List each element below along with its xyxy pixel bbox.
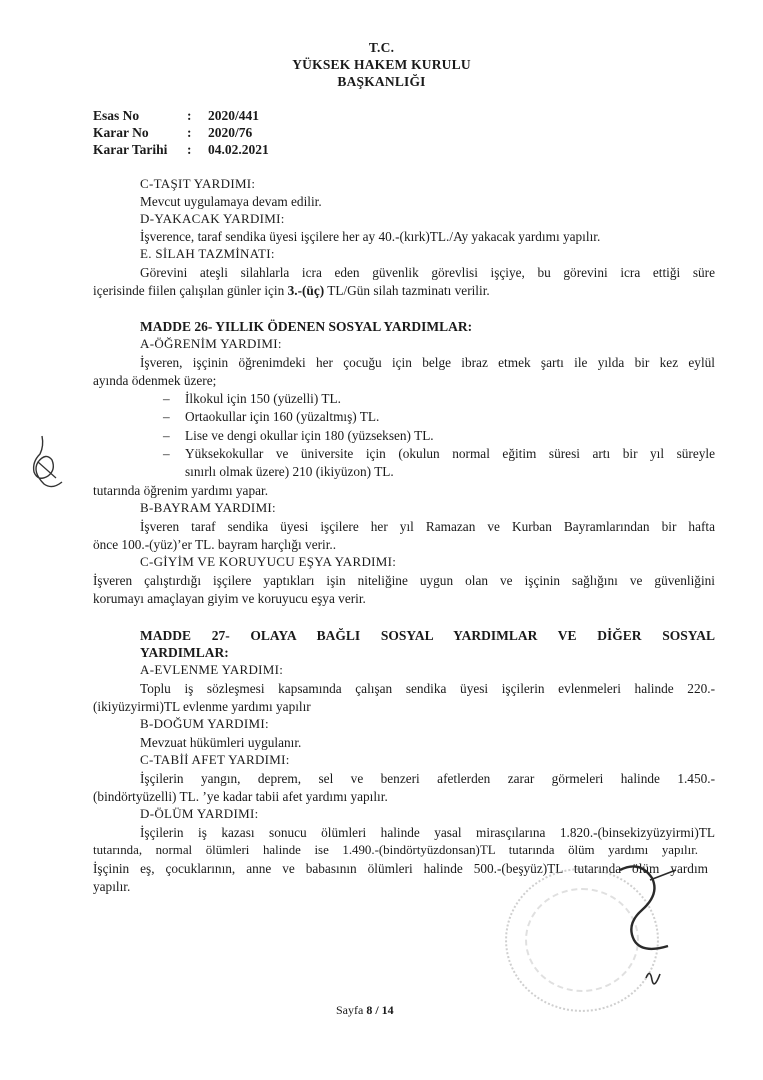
evlenme-line1: Toplu iş sözleşmesi kapsamında çalışan sendika üyesi işçilerin evlenmeleri halinde 220.- xyxy=(140,681,715,696)
section-tasit-text: Mevcut uygulamaya devam edilir. xyxy=(140,194,322,209)
afet-line2: (bindörtyüzelli) TL. ’ye kadar tabii afet yardımı yapılır. xyxy=(93,789,388,804)
page-number: 8 / 14 xyxy=(366,1003,394,1017)
meta-karar-label: Karar No xyxy=(93,125,149,140)
meta-tarih-value: 04.02.2021 xyxy=(208,142,269,157)
page-label: Sayfa xyxy=(336,1003,367,1017)
list-dash: – xyxy=(163,428,170,443)
list-item-text: Ortaokullar için 160 (yüzaltmış) TL. xyxy=(185,409,380,424)
silah-amount: 3.-(üç) xyxy=(287,283,325,298)
afet-line1: İşçilerin yangın, deprem, sel ve benzeri afetlerden zarar görmeleri halinde 1.450.- xyxy=(140,771,715,786)
ogrenim-item-ilkokul xyxy=(163,391,341,407)
ogrenim-line2: ayında ödenmek üzere; xyxy=(93,373,217,388)
header-tc: T.C. xyxy=(368,40,395,55)
olum-line4: yapılır. xyxy=(93,879,131,894)
ogrenim-closing: tutarında öğrenim yardımı yapar. xyxy=(93,483,269,498)
ogrenim-item-ortaokul xyxy=(163,409,379,425)
list-item-text: Lise ve dengi okullar için 180 (yüzseksen) TL. xyxy=(185,428,434,443)
list-dash: – xyxy=(163,446,170,461)
section-tasit-heading: C-TAŞIT YARDIMI: xyxy=(140,176,256,191)
silah-line2-pre: içerisinde fiilen çalışılan günler için xyxy=(93,283,288,298)
ogrenim-item-universite-cont: sınırlı olmak üzere) 210 (ikiyüzon) TL. xyxy=(185,464,394,479)
meta-colon: : xyxy=(187,142,192,157)
dogum-text: Mevzuat hükümleri uygulanır. xyxy=(140,735,302,750)
initials-signature xyxy=(22,432,70,492)
meta-esas-label: Esas No xyxy=(93,108,140,123)
meta-colon: : xyxy=(187,108,192,123)
ogrenim-line1: İşveren, işçinin öğrenimdeki her çocuğu için belge ibraz etmek şartı ile yılda bir kez eylül xyxy=(140,355,715,370)
section-silah-line2 xyxy=(93,283,490,299)
header-presidency: BAŞKANLIĞI xyxy=(337,74,426,89)
bayram-line1: İşveren taraf sendika üyesi işçilere her yıl Ramazan ve Kurban Bayramlarından bir hafta xyxy=(140,519,715,534)
meta-karar-value: 2020/76 xyxy=(208,125,253,140)
bayram-line2: önce 100.-(yüz)’er TL. bayram harçlığı verir.. xyxy=(93,537,337,552)
madde-27-title-cont: YARDIMLAR: xyxy=(140,645,229,660)
dogum-heading: B-DOĞUM YARDIMI: xyxy=(140,716,269,731)
ogrenim-heading: A-ÖĞRENİM YARDIMI: xyxy=(140,336,282,351)
ogrenim-item-universite xyxy=(163,446,715,462)
evlenme-line2: (ikiyüzyirmi)TL evlenme yardımı yapılır xyxy=(93,699,311,714)
madde-26-title: MADDE 26- YILLIK ÖDENEN SOSYAL YARDIMLAR: xyxy=(140,319,473,334)
section-silah-heading: E. SİLAH TAZMİNATI: xyxy=(140,246,275,261)
afet-heading: C-TABİİ AFET YARDIMI: xyxy=(140,752,290,767)
list-item-text: İlkokul için 150 (yüzelli) TL. xyxy=(185,391,341,406)
madde-27-title: MADDE 27- OLAYA BAĞLI SOSYAL YARDIMLAR VE DİĞER SOSYAL xyxy=(140,628,715,643)
giyim-heading: C-GİYİM VE KORUYUCU EŞYA YARDIMI: xyxy=(140,554,397,569)
list-dash: – xyxy=(163,409,170,424)
bayram-heading: B-BAYRAM YARDIMI: xyxy=(140,500,276,515)
section-yakacak-text: İşverence, taraf sendika üyesi işçilere her ay 40.-(kırk)TL./Ay yakacak yardımı yapılır. xyxy=(140,229,601,244)
olum-line3: İşçinin eş, çocuklarının, anne ve babasının ölümleri halinde 500.-(beşyüz)TL tutarında ölüm yardım xyxy=(93,861,708,876)
meta-colon: : xyxy=(187,125,192,140)
silah-line2-post: TL/Gün silah tazminatı verilir. xyxy=(324,283,490,298)
meta-esas-row xyxy=(93,108,313,126)
olum-heading: D-ÖLÜM YARDIMI: xyxy=(140,806,259,821)
meta-esas-value: 2020/441 xyxy=(208,108,260,123)
header-institution: YÜKSEK HAKEM KURULU xyxy=(292,57,471,72)
giyim-line2: korumayı amaçlayan giyim ve koruyucu eşya verir. xyxy=(93,591,366,606)
page-footer xyxy=(336,1003,394,1018)
section-silah-line1: Görevini ateşli silahlarla icra eden güvenlik görevlisi işçiye, bu görevini icra ettiği süre xyxy=(140,265,715,280)
giyim-line1: İşveren çalıştırdığı işçilere yaptıkları işin niteliğine uygun olan ve işçinin sağlığını ve güvenliğini xyxy=(93,573,715,588)
list-dash: – xyxy=(163,391,170,406)
olum-line1: İşçilerin iş kazası sonucu ölümleri halinde yasal mirasçılarına 1.820.-(binsekizyüzyirmi)TL xyxy=(140,825,715,840)
meta-tarih-label: Karar Tarihi xyxy=(93,142,168,157)
meta-tarih-row xyxy=(93,142,313,160)
ogrenim-item-lise xyxy=(163,428,434,444)
handwritten-signature xyxy=(590,850,700,990)
olum-line2: tutarında, normal ölümleri halinde ise 1.490.-(bindörtyüzdonsan)TL tutarında ölüm yardımı yapılır. xyxy=(93,843,698,857)
evlenme-heading: A-EVLENME YARDIMI: xyxy=(140,662,284,677)
list-item-text: Yüksekokullar ve üniversite için (okulun normal eğitim süresi artı bir yıl süreyle xyxy=(185,446,715,461)
meta-karar-row xyxy=(93,125,313,143)
section-yakacak-heading: D-YAKACAK YARDIMI: xyxy=(140,211,285,226)
